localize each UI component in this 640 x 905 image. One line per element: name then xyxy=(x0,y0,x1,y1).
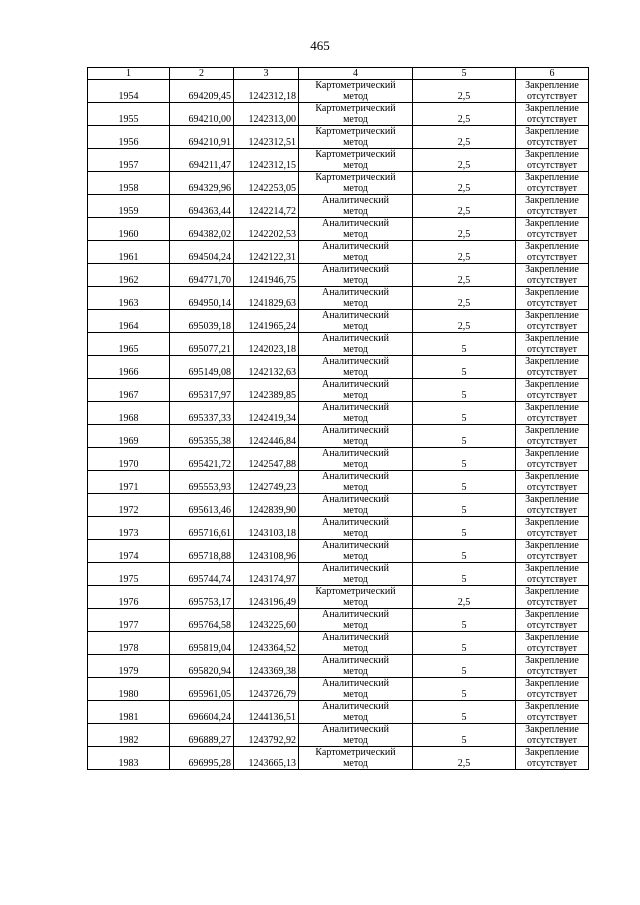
method-cell: Аналитический метод xyxy=(299,379,413,402)
table-row xyxy=(88,448,589,471)
fixing-cell: Закрепление отсутствует xyxy=(516,264,589,287)
method-cell: Картометрический метод xyxy=(299,149,413,172)
accuracy-cell: 5 xyxy=(413,678,516,701)
y-coordinate-cell: 1243369,38 xyxy=(234,655,299,678)
table-row xyxy=(88,517,589,540)
point-number-cell: 1972 xyxy=(88,494,170,517)
y-coordinate-cell: 1242312,18 xyxy=(234,80,299,103)
method-cell: Аналитический метод xyxy=(299,356,413,379)
x-coordinate-cell: 694211,47 xyxy=(170,149,234,172)
point-number-cell: 1956 xyxy=(88,126,170,149)
accuracy-cell: 5 xyxy=(413,701,516,724)
table-row xyxy=(88,379,589,402)
table-row xyxy=(88,149,589,172)
fixing-cell: Закрепление отсутствует xyxy=(516,609,589,632)
accuracy-cell: 2,5 xyxy=(413,287,516,310)
x-coordinate-cell: 695716,61 xyxy=(170,517,234,540)
fixing-cell: Закрепление отсутствует xyxy=(516,172,589,195)
x-coordinate-cell: 695613,46 xyxy=(170,494,234,517)
method-cell: Аналитический метод xyxy=(299,678,413,701)
method-cell: Аналитический метод xyxy=(299,494,413,517)
accuracy-cell: 2,5 xyxy=(413,310,516,333)
table-row xyxy=(88,264,589,287)
method-cell: Аналитический метод xyxy=(299,632,413,655)
table-row xyxy=(88,563,589,586)
table-row xyxy=(88,241,589,264)
x-coordinate-cell: 694209,45 xyxy=(170,80,234,103)
method-cell: Аналитический метод xyxy=(299,563,413,586)
y-coordinate-cell: 1243108,96 xyxy=(234,540,299,563)
y-coordinate-cell: 1242313,00 xyxy=(234,103,299,126)
fixing-cell: Закрепление отсутствует xyxy=(516,195,589,218)
x-coordinate-cell: 695149,08 xyxy=(170,356,234,379)
point-number-cell: 1974 xyxy=(88,540,170,563)
accuracy-cell: 5 xyxy=(413,333,516,356)
x-coordinate-cell: 696889,27 xyxy=(170,724,234,747)
fixing-cell: Закрепление отсутствует xyxy=(516,701,589,724)
fixing-cell: Закрепление отсутствует xyxy=(516,563,589,586)
fixing-cell: Закрепление отсутствует xyxy=(516,586,589,609)
y-coordinate-cell: 1243174,97 xyxy=(234,563,299,586)
point-number-cell: 1967 xyxy=(88,379,170,402)
method-cell: Картометрический метод xyxy=(299,586,413,609)
column-header-5: 5 xyxy=(413,68,516,80)
page-number: 465 xyxy=(310,38,330,53)
x-coordinate-cell: 696604,24 xyxy=(170,701,234,724)
method-cell: Аналитический метод xyxy=(299,264,413,287)
accuracy-cell: 5 xyxy=(413,563,516,586)
fixing-cell: Закрепление отсутствует xyxy=(516,356,589,379)
method-cell: Аналитический метод xyxy=(299,609,413,632)
fixing-cell: Закрепление отсутствует xyxy=(516,241,589,264)
method-cell: Картометрический метод xyxy=(299,103,413,126)
fixing-cell: Закрепление отсутствует xyxy=(516,103,589,126)
point-number-cell: 1980 xyxy=(88,678,170,701)
table-row xyxy=(88,103,589,126)
y-coordinate-cell: 1242132,63 xyxy=(234,356,299,379)
point-number-cell: 1965 xyxy=(88,333,170,356)
point-number-cell: 1957 xyxy=(88,149,170,172)
x-coordinate-cell: 695077,21 xyxy=(170,333,234,356)
y-coordinate-cell: 1243103,18 xyxy=(234,517,299,540)
fixing-cell: Закрепление отсутствует xyxy=(516,724,589,747)
column-header-4: 4 xyxy=(299,68,413,80)
accuracy-cell: 5 xyxy=(413,632,516,655)
y-coordinate-cell: 1242389,85 xyxy=(234,379,299,402)
y-coordinate-cell: 1242547,88 xyxy=(234,448,299,471)
table-row xyxy=(88,632,589,655)
table-row xyxy=(88,747,589,770)
y-coordinate-cell: 1244136,51 xyxy=(234,701,299,724)
x-coordinate-cell: 694771,70 xyxy=(170,264,234,287)
x-coordinate-cell: 694363,44 xyxy=(170,195,234,218)
y-coordinate-cell: 1241965,24 xyxy=(234,310,299,333)
method-cell: Аналитический метод xyxy=(299,471,413,494)
point-number-cell: 1958 xyxy=(88,172,170,195)
table-row xyxy=(88,172,589,195)
point-number-cell: 1969 xyxy=(88,425,170,448)
point-number-cell: 1963 xyxy=(88,287,170,310)
point-number-cell: 1954 xyxy=(88,80,170,103)
accuracy-cell: 5 xyxy=(413,356,516,379)
accuracy-cell: 5 xyxy=(413,655,516,678)
x-coordinate-cell: 694504,24 xyxy=(170,241,234,264)
point-number-cell: 1964 xyxy=(88,310,170,333)
accuracy-cell: 2,5 xyxy=(413,241,516,264)
table-row xyxy=(88,540,589,563)
method-cell: Аналитический метод xyxy=(299,724,413,747)
table-row xyxy=(88,586,589,609)
x-coordinate-cell: 696995,28 xyxy=(170,747,234,770)
method-cell: Аналитический метод xyxy=(299,287,413,310)
fixing-cell: Закрепление отсутствует xyxy=(516,149,589,172)
table-row xyxy=(88,80,589,103)
method-cell: Аналитический метод xyxy=(299,517,413,540)
x-coordinate-cell: 695744,74 xyxy=(170,563,234,586)
fixing-cell: Закрепление отсутствует xyxy=(516,126,589,149)
table-row xyxy=(88,333,589,356)
table-row xyxy=(88,655,589,678)
point-number-cell: 1981 xyxy=(88,701,170,724)
fixing-cell: Закрепление отсутствует xyxy=(516,287,589,310)
table-row xyxy=(88,609,589,632)
table-row xyxy=(88,310,589,333)
point-number-cell: 1968 xyxy=(88,402,170,425)
fixing-cell: Закрепление отсутствует xyxy=(516,425,589,448)
column-header-3: 3 xyxy=(234,68,299,80)
table-row xyxy=(88,701,589,724)
accuracy-cell: 5 xyxy=(413,494,516,517)
table-row xyxy=(88,494,589,517)
fixing-cell: Закрепление отсутствует xyxy=(516,310,589,333)
y-coordinate-cell: 1242312,15 xyxy=(234,149,299,172)
table-row xyxy=(88,218,589,241)
table-row xyxy=(88,287,589,310)
method-cell: Аналитический метод xyxy=(299,655,413,678)
fixing-cell: Закрепление отсутствует xyxy=(516,448,589,471)
x-coordinate-cell: 695355,38 xyxy=(170,425,234,448)
accuracy-cell: 5 xyxy=(413,402,516,425)
point-number-cell: 1959 xyxy=(88,195,170,218)
x-coordinate-cell: 695820,94 xyxy=(170,655,234,678)
fixing-cell: Закрепление отсутствует xyxy=(516,655,589,678)
fixing-cell: Закрепление отсутствует xyxy=(516,333,589,356)
x-coordinate-cell: 695718,88 xyxy=(170,540,234,563)
fixing-cell: Закрепление отсутствует xyxy=(516,402,589,425)
x-coordinate-cell: 695764,58 xyxy=(170,609,234,632)
method-cell: Аналитический метод xyxy=(299,195,413,218)
table-row xyxy=(88,356,589,379)
y-coordinate-cell: 1242122,31 xyxy=(234,241,299,264)
y-coordinate-cell: 1241829,63 xyxy=(234,287,299,310)
accuracy-cell: 2,5 xyxy=(413,747,516,770)
x-coordinate-cell: 695421,72 xyxy=(170,448,234,471)
y-coordinate-cell: 1243726,79 xyxy=(234,678,299,701)
y-coordinate-cell: 1243196,49 xyxy=(234,586,299,609)
accuracy-cell: 2,5 xyxy=(413,586,516,609)
fixing-cell: Закрепление отсутствует xyxy=(516,747,589,770)
fixing-cell: Закрепление отсутствует xyxy=(516,471,589,494)
accuracy-cell: 2,5 xyxy=(413,264,516,287)
point-number-cell: 1970 xyxy=(88,448,170,471)
point-number-cell: 1960 xyxy=(88,218,170,241)
fixing-cell: Закрепление отсутствует xyxy=(516,517,589,540)
accuracy-cell: 5 xyxy=(413,448,516,471)
x-coordinate-cell: 694329,96 xyxy=(170,172,234,195)
point-number-cell: 1973 xyxy=(88,517,170,540)
y-coordinate-cell: 1242023,18 xyxy=(234,333,299,356)
column-header-1: 1 xyxy=(88,68,170,80)
fixing-cell: Закрепление отсутствует xyxy=(516,218,589,241)
y-coordinate-cell: 1242419,34 xyxy=(234,402,299,425)
accuracy-cell: 2,5 xyxy=(413,126,516,149)
fixing-cell: Закрепление отсутствует xyxy=(516,494,589,517)
y-coordinate-cell: 1242312,51 xyxy=(234,126,299,149)
y-coordinate-cell: 1243225,60 xyxy=(234,609,299,632)
x-coordinate-cell: 694210,00 xyxy=(170,103,234,126)
coordinates-table xyxy=(87,67,589,770)
method-cell: Аналитический метод xyxy=(299,402,413,425)
table-row xyxy=(88,724,589,747)
y-coordinate-cell: 1242214,72 xyxy=(234,195,299,218)
fixing-cell: Закрепление отсутствует xyxy=(516,678,589,701)
method-cell: Картометрический метод xyxy=(299,126,413,149)
point-number-cell: 1955 xyxy=(88,103,170,126)
table-row xyxy=(88,126,589,149)
method-cell: Картометрический метод xyxy=(299,172,413,195)
method-cell: Аналитический метод xyxy=(299,333,413,356)
y-coordinate-cell: 1242839,90 xyxy=(234,494,299,517)
y-coordinate-cell: 1243364,52 xyxy=(234,632,299,655)
accuracy-cell: 2,5 xyxy=(413,172,516,195)
fixing-cell: Закрепление отсутствует xyxy=(516,540,589,563)
point-number-cell: 1962 xyxy=(88,264,170,287)
accuracy-cell: 2,5 xyxy=(413,195,516,218)
table-body xyxy=(88,68,589,770)
column-header-2: 2 xyxy=(170,68,234,80)
point-number-cell: 1961 xyxy=(88,241,170,264)
point-number-cell: 1983 xyxy=(88,747,170,770)
point-number-cell: 1982 xyxy=(88,724,170,747)
y-coordinate-cell: 1243665,13 xyxy=(234,747,299,770)
accuracy-cell: 5 xyxy=(413,609,516,632)
table-header-row xyxy=(88,68,589,80)
column-header-6: 6 xyxy=(516,68,589,80)
table-row xyxy=(88,471,589,494)
point-number-cell: 1977 xyxy=(88,609,170,632)
method-cell: Картометрический метод xyxy=(299,80,413,103)
table-row xyxy=(88,678,589,701)
accuracy-cell: 5 xyxy=(413,425,516,448)
point-number-cell: 1979 xyxy=(88,655,170,678)
method-cell: Аналитический метод xyxy=(299,425,413,448)
accuracy-cell: 2,5 xyxy=(413,149,516,172)
x-coordinate-cell: 695819,04 xyxy=(170,632,234,655)
y-coordinate-cell: 1242446,84 xyxy=(234,425,299,448)
fixing-cell: Закрепление отсутствует xyxy=(516,632,589,655)
y-coordinate-cell: 1243792,92 xyxy=(234,724,299,747)
method-cell: Аналитический метод xyxy=(299,241,413,264)
point-number-cell: 1971 xyxy=(88,471,170,494)
accuracy-cell: 5 xyxy=(413,517,516,540)
x-coordinate-cell: 695337,33 xyxy=(170,402,234,425)
table-row xyxy=(88,195,589,218)
accuracy-cell: 2,5 xyxy=(413,103,516,126)
method-cell: Аналитический метод xyxy=(299,448,413,471)
x-coordinate-cell: 694382,02 xyxy=(170,218,234,241)
x-coordinate-cell: 694210,91 xyxy=(170,126,234,149)
x-coordinate-cell: 695753,17 xyxy=(170,586,234,609)
y-coordinate-cell: 1242202,53 xyxy=(234,218,299,241)
method-cell: Аналитический метод xyxy=(299,218,413,241)
method-cell: Аналитический метод xyxy=(299,310,413,333)
accuracy-cell: 5 xyxy=(413,724,516,747)
point-number-cell: 1976 xyxy=(88,586,170,609)
fixing-cell: Закрепление отсутствует xyxy=(516,80,589,103)
point-number-cell: 1978 xyxy=(88,632,170,655)
point-number-cell: 1975 xyxy=(88,563,170,586)
accuracy-cell: 5 xyxy=(413,540,516,563)
fixing-cell: Закрепление отсутствует xyxy=(516,379,589,402)
x-coordinate-cell: 694950,14 xyxy=(170,287,234,310)
y-coordinate-cell: 1242749,23 xyxy=(234,471,299,494)
method-cell: Картометрический метод xyxy=(299,747,413,770)
y-coordinate-cell: 1241946,75 xyxy=(234,264,299,287)
table-row xyxy=(88,402,589,425)
x-coordinate-cell: 695039,18 xyxy=(170,310,234,333)
x-coordinate-cell: 695317,97 xyxy=(170,379,234,402)
x-coordinate-cell: 695961,05 xyxy=(170,678,234,701)
method-cell: Аналитический метод xyxy=(299,540,413,563)
method-cell: Аналитический метод xyxy=(299,701,413,724)
accuracy-cell: 2,5 xyxy=(413,218,516,241)
accuracy-cell: 5 xyxy=(413,379,516,402)
accuracy-cell: 5 xyxy=(413,471,516,494)
table-row xyxy=(88,425,589,448)
x-coordinate-cell: 695553,93 xyxy=(170,471,234,494)
point-number-cell: 1966 xyxy=(88,356,170,379)
accuracy-cell: 2,5 xyxy=(413,80,516,103)
y-coordinate-cell: 1242253,05 xyxy=(234,172,299,195)
